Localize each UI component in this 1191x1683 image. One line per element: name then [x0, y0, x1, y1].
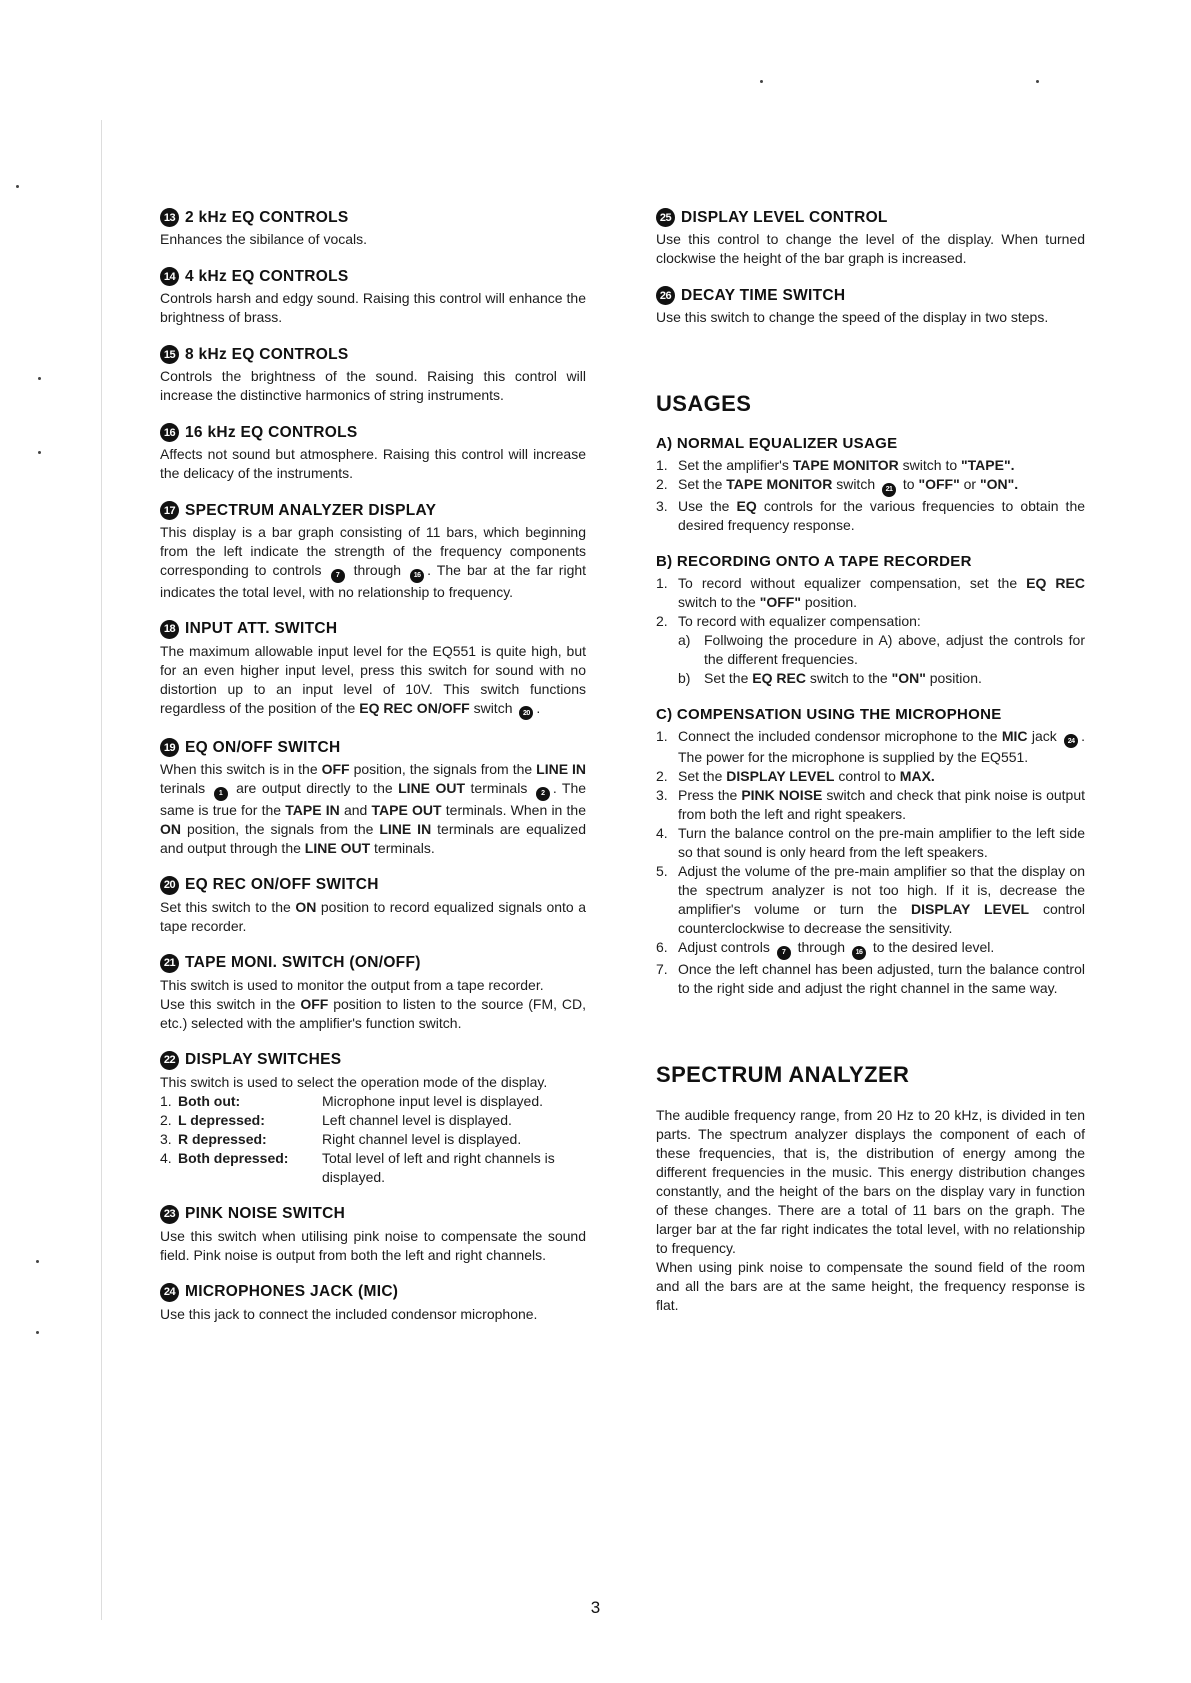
text-run: position, the signals from the	[186, 820, 374, 837]
item-number: 7.	[656, 960, 668, 977]
text-run: Set the	[678, 768, 723, 784]
mode-row	[160, 1092, 586, 1111]
text-run: switch and check that pink noise is output from both the left and right speakers.	[678, 787, 1086, 822]
text-run: to	[902, 476, 915, 492]
text-run: and	[343, 801, 368, 818]
text-run: This display is a bar graph consisting of 11 bars, which beginning from the left indicate the strength of the frequency components corresponding to controls	[160, 524, 586, 578]
section-title: DISPLAY LEVEL CONTROL	[681, 208, 888, 226]
section-heading	[160, 876, 586, 895]
bold-term: ON	[160, 820, 181, 837]
section-text	[160, 898, 586, 936]
sub-list-item	[656, 631, 1085, 669]
list-item	[656, 824, 1085, 862]
callout-ref-icon: 20	[519, 706, 533, 720]
item-text	[678, 574, 1085, 612]
scan-speck	[1036, 80, 1039, 83]
text-run: Press the	[678, 787, 738, 803]
list-item	[656, 767, 1085, 786]
section-title: EQ ON/OFF SWITCH	[185, 738, 341, 756]
callout-ref-icon: 7	[331, 569, 345, 583]
section-text: This switch is used to select the operation mode of the display.	[160, 1073, 548, 1090]
callout-number-icon: 15	[160, 345, 179, 364]
section-15	[160, 345, 586, 405]
text-run: through	[353, 562, 402, 578]
section-title: 4 kHz EQ CONTROLS	[185, 267, 349, 285]
section-26	[656, 286, 1085, 327]
list-item	[656, 938, 1085, 960]
section-text: Use this control to change the level of the display. When turned clockwise the height of the bar graph is increased.	[656, 231, 1085, 266]
mode-row	[160, 1149, 586, 1187]
list-item	[656, 786, 1085, 824]
list-item	[656, 574, 1085, 612]
text-run: To record without equalizer compensation, set the	[678, 574, 1018, 591]
mode-number: 1.	[160, 1092, 172, 1109]
bold-term: OFF	[300, 995, 329, 1012]
text-run: terminals. When in the	[445, 801, 587, 818]
section-heading	[160, 954, 586, 973]
bold-term: TAPE IN	[285, 801, 340, 818]
list-item	[656, 475, 1085, 497]
text-run: terminals are equalized and output through the	[160, 820, 587, 856]
text-run: controls for the various frequencies to obtain the desired frequency response.	[678, 497, 1086, 533]
section-title: DECAY TIME SWITCH	[681, 286, 846, 304]
section-heading	[656, 208, 1085, 227]
section-20	[160, 876, 586, 936]
text-run: position.	[929, 669, 982, 686]
bold-term: "OFF"	[918, 476, 960, 492]
item-number: 3.	[656, 787, 668, 803]
section-heading	[160, 1051, 586, 1070]
callout-number-icon: 21	[160, 954, 179, 973]
section-title: DISPLAY SWITCHES	[185, 1051, 342, 1068]
section-heading	[160, 423, 586, 442]
text-run: position to listen to the source (FM, CD, etc.) selected with the amplifier's function switch.	[160, 995, 587, 1031]
usage-b-title: B) RECORDING ONTO A TAPE RECORDER	[656, 552, 972, 570]
section-17	[160, 501, 586, 602]
section-text: Use this switch to change the speed of the display in two steps.	[656, 309, 1049, 325]
section-text	[160, 642, 586, 721]
callout-ref-icon: 2	[536, 787, 550, 801]
text-run: . The power for the microphone is supplied by the EQ551.	[678, 727, 1086, 765]
bold-term: "ON"	[891, 669, 926, 686]
right-column	[656, 208, 1085, 1315]
section-16	[160, 423, 586, 483]
text-run: Use the	[678, 497, 730, 514]
section-title: EQ REC ON/OFF SWITCH	[185, 876, 379, 893]
callout-number-icon: 24	[160, 1283, 179, 1302]
item-text: Once the left channel has been adjusted, turn the balance control to the right side and adjust the right channel in the same way.	[678, 960, 1085, 996]
list-item	[656, 456, 1085, 475]
mode-key: R depressed:	[178, 1130, 267, 1147]
callout-number-icon: 26	[656, 286, 675, 305]
item-letter: b)	[678, 669, 691, 686]
item-text	[704, 669, 1085, 688]
section-text	[160, 976, 586, 1033]
section-title: INPUT ATT. SWITCH	[185, 620, 338, 637]
text-run: switch	[836, 476, 876, 492]
text-run: Set the	[678, 476, 723, 492]
item-number: 2.	[656, 768, 668, 784]
item-text: To record with equalizer compensation:	[678, 612, 921, 629]
section-21	[160, 954, 586, 1033]
section-title: 8 kHz EQ CONTROLS	[185, 345, 349, 363]
section-25	[656, 208, 1085, 268]
list-item	[656, 497, 1085, 535]
callout-ref-icon: 1	[214, 787, 228, 801]
text-run: switch to the	[809, 669, 888, 686]
text-run: position to record equalized signals onto a tape recorder.	[160, 898, 586, 934]
scan-speck	[36, 1331, 39, 1334]
item-text	[678, 862, 1085, 938]
mode-value: Right channel level is displayed.	[322, 1130, 522, 1147]
bold-term: LINE OUT	[304, 839, 371, 856]
callout-number-icon: 22	[160, 1051, 179, 1070]
usage-c-list	[656, 727, 1085, 998]
text-run: Use this switch in the	[160, 995, 296, 1012]
bold-term: PINK NOISE	[741, 787, 823, 803]
mode-key: L depressed:	[178, 1111, 265, 1128]
bold-term: "ON".	[979, 476, 1019, 492]
usage-c	[656, 706, 1085, 998]
section-heading	[160, 267, 586, 286]
section-23	[160, 1205, 586, 1265]
section-text: Affects not sound but atmosphere. Raising this control will increase the delicacy of the instruments.	[160, 446, 586, 481]
scan-speck	[38, 451, 41, 454]
text-run: switch to	[902, 457, 958, 473]
callout-number-icon: 20	[160, 876, 179, 895]
item-text	[678, 475, 1085, 497]
section-14	[160, 267, 586, 327]
spacer	[656, 345, 1085, 391]
section-text: Use this jack to connect the included condensor microphone.	[160, 1305, 538, 1322]
item-letter: a)	[678, 631, 691, 648]
spacer	[656, 1016, 1085, 1062]
section-title: PINK NOISE SWITCH	[185, 1205, 346, 1222]
mode-value: Microphone input level is displayed.	[322, 1092, 544, 1109]
text-line: This switch is used to monitor the output from a tape recorder.	[160, 976, 544, 993]
bold-term: ON	[295, 898, 317, 915]
bold-term: TAPE MONITOR	[792, 457, 899, 473]
mode-number: 3.	[160, 1130, 172, 1147]
section-18	[160, 620, 586, 721]
callout-ref-icon: 24	[1064, 734, 1078, 748]
text-run: are output directly to the	[236, 780, 393, 796]
usage-a	[656, 435, 1085, 535]
item-text	[678, 767, 1085, 786]
text-run: or	[963, 476, 977, 492]
item-text	[678, 727, 1085, 768]
callout-number-icon: 14	[160, 267, 179, 286]
text-run: switch	[473, 699, 513, 716]
text-run: position.	[804, 593, 858, 610]
section-title: 16 kHz EQ CONTROLS	[185, 423, 358, 441]
text-run: Set the	[704, 669, 749, 686]
text-run: control to	[838, 768, 896, 784]
item-text: Turn the balance control on the pre-main amplifier to the left side so that sound is only heard from the left speakers.	[678, 825, 1085, 860]
bold-term: TAPE OUT	[371, 801, 442, 818]
text-run: When this switch is in the	[160, 761, 318, 777]
usage-c-title: C) COMPENSATION USING THE MICROPHONE	[656, 705, 1002, 723]
text-run: Set the amplifier's	[678, 457, 789, 473]
section-text: Controls harsh and edgy sound. Raising this control will enhance the brightness of brass.	[160, 290, 586, 325]
bold-term: EQ	[736, 497, 757, 514]
item-text: Follwoing the procedure in A) above, adjust the controls for the different frequencies.	[704, 631, 1085, 667]
mode-key: Both out:	[178, 1092, 241, 1109]
callout-number-icon: 17	[160, 501, 179, 520]
bold-term: EQ REC ON/OFF	[359, 699, 470, 716]
section-text: Use this switch when utilising pink noise to compensate the sound field. Pink noise is output from both the left and right channels.	[160, 1227, 586, 1263]
item-text	[678, 497, 1085, 535]
section-text	[160, 523, 586, 602]
text-run: position, the signals from the	[353, 761, 533, 777]
mode-number: 4.	[160, 1149, 172, 1166]
callout-number-icon: 23	[160, 1205, 179, 1224]
item-number: 1.	[656, 727, 668, 744]
callout-ref-icon: 21	[882, 483, 896, 497]
mode-value: Left channel level is displayed.	[322, 1111, 512, 1128]
section-heading	[160, 1205, 586, 1224]
text-run: .	[536, 699, 541, 716]
text-run: Connect the included condensor microphone to the	[678, 727, 998, 744]
section-13	[160, 208, 586, 249]
bold-term: MAX.	[899, 768, 935, 784]
text-run: terinals	[160, 780, 206, 796]
item-number: 1.	[656, 457, 668, 473]
callout-number-icon: 16	[160, 423, 179, 442]
item-number: 1.	[656, 574, 668, 591]
item-number: 4.	[656, 825, 668, 841]
bold-term: DISPLAY LEVEL	[911, 901, 1030, 917]
spectrum-text: The audible frequency range, from 20 Hz to 20 kHz, is divided in ten parts. The spectrum analyzer displays the component of each of these frequencies, that is, the distribution of energy among the different frequencies in the music. This energy distribution changes constantly, and the height of the bars on the display vary in function of these changes. There are a total of 11 bars on the graph. The larger bar at the far right indicates the total level, with no relationship to frequency.	[656, 1106, 1085, 1256]
list-item	[656, 960, 1085, 998]
text-run: . The same is true for the	[160, 780, 587, 818]
item-number: 3.	[656, 497, 668, 514]
bold-term: "OFF"	[759, 593, 801, 610]
mode-row	[160, 1130, 586, 1149]
text-run: terminals.	[374, 839, 435, 856]
text-run: to the desired level.	[872, 939, 995, 955]
text-run: control counterclockwise to decrease the sensitivity.	[678, 901, 1085, 936]
section-text: Enhances the sibilance of vocals.	[160, 231, 368, 247]
mode-value: Total level of left and right channels is displayed.	[322, 1149, 555, 1185]
sub-list-item	[656, 669, 1085, 688]
text-run: jack	[1031, 727, 1057, 744]
page-number: 3	[590, 1598, 601, 1617]
item-number: 2.	[656, 612, 668, 629]
bold-term: EQ REC	[752, 669, 806, 686]
usages-heading: USAGES	[656, 391, 752, 416]
scan-speck	[16, 185, 19, 188]
scan-speck	[36, 1260, 39, 1263]
callout-number-icon: 18	[160, 620, 179, 639]
scan-edge-line	[101, 120, 102, 1620]
item-text	[678, 938, 1085, 960]
callout-number-icon: 25	[656, 208, 675, 227]
section-heading	[160, 345, 586, 364]
bold-term: EQ REC	[1026, 574, 1085, 591]
mode-number: 2.	[160, 1111, 172, 1128]
section-24	[160, 1283, 586, 1324]
mode-key: Both depressed:	[178, 1149, 289, 1166]
spectrum-text-2: When using pink noise to compensate the sound field of the room and all the bars are at the same height, the frequency response is flat.	[656, 1258, 1085, 1313]
bold-term: DISPLAY LEVEL	[726, 768, 835, 784]
list-item	[656, 862, 1085, 938]
callout-ref-icon: 16	[852, 946, 866, 960]
section-heading	[160, 620, 586, 639]
mode-row	[160, 1111, 586, 1130]
list-item	[656, 727, 1085, 768]
callout-number-icon: 19	[160, 738, 179, 757]
item-number: 2.	[656, 476, 668, 492]
item-text	[678, 456, 1085, 475]
bold-term: "TAPE".	[961, 457, 1015, 473]
bold-term: LINE IN	[536, 761, 587, 777]
callout-ref-icon: 16	[410, 569, 424, 583]
left-column	[160, 208, 586, 1342]
item-text	[678, 786, 1085, 824]
item-number: 5.	[656, 863, 668, 879]
bold-term: LINE IN	[379, 820, 432, 837]
scan-speck	[38, 377, 41, 380]
bold-term: TAPE MONITOR	[726, 476, 833, 492]
mode-list	[160, 1092, 586, 1187]
text-run: Set this switch to the	[160, 898, 291, 915]
section-title: SPECTRUM ANALYZER DISPLAY	[185, 501, 437, 519]
text-run: terminals	[470, 780, 528, 796]
section-heading	[656, 286, 1085, 305]
item-number: 6.	[656, 939, 668, 955]
bold-term: LINE OUT	[398, 780, 466, 796]
text-run: Adjust the volume of the pre-main amplifier so that the display on the spectrum analyzer is not too high. If it is, decrease the amplifier's volume or turn the	[678, 863, 1085, 917]
section-title: TAPE MONI. SWITCH (ON/OFF)	[185, 954, 421, 971]
text-run: The maximum allowable input level for the EQ551 is quite high, but for an even higher input level, press this switch for sound with no distortion up to an input level of 10V. This switch functions regardless of the position of the	[160, 642, 586, 716]
usage-a-title: A) NORMAL EQUALIZER USAGE	[656, 435, 898, 452]
usage-b-list	[656, 574, 1085, 688]
text-run: Adjust controls	[678, 939, 770, 955]
text-run: through	[797, 939, 846, 955]
scan-speck	[760, 80, 763, 83]
callout-ref-icon: 7	[777, 946, 791, 960]
section-19	[160, 738, 586, 858]
usage-a-list	[656, 456, 1085, 535]
section-heading	[160, 1283, 586, 1302]
section-text	[160, 760, 586, 858]
section-title: MICROPHONES JACK (MIC)	[185, 1283, 399, 1300]
text-run: . The bar at the far right indicates the total level, with no relationship to frequency.	[160, 562, 587, 600]
bold-term: MIC	[1001, 727, 1028, 744]
spectrum-heading: SPECTRUM ANALYZER	[656, 1061, 910, 1087]
bold-term: OFF	[321, 761, 350, 777]
section-heading	[160, 208, 586, 227]
list-item	[656, 612, 1085, 631]
section-text: Controls the brightness of the sound. Raising this control will increase the distinctive harmonics of string instruments.	[160, 368, 586, 403]
text-run: switch to the	[678, 593, 756, 610]
section-title: 2 kHz EQ CONTROLS	[185, 208, 349, 226]
usage-b	[656, 553, 1085, 688]
section-heading	[160, 501, 586, 520]
section-heading	[160, 738, 586, 757]
section-22	[160, 1051, 586, 1187]
callout-number-icon: 13	[160, 208, 179, 227]
